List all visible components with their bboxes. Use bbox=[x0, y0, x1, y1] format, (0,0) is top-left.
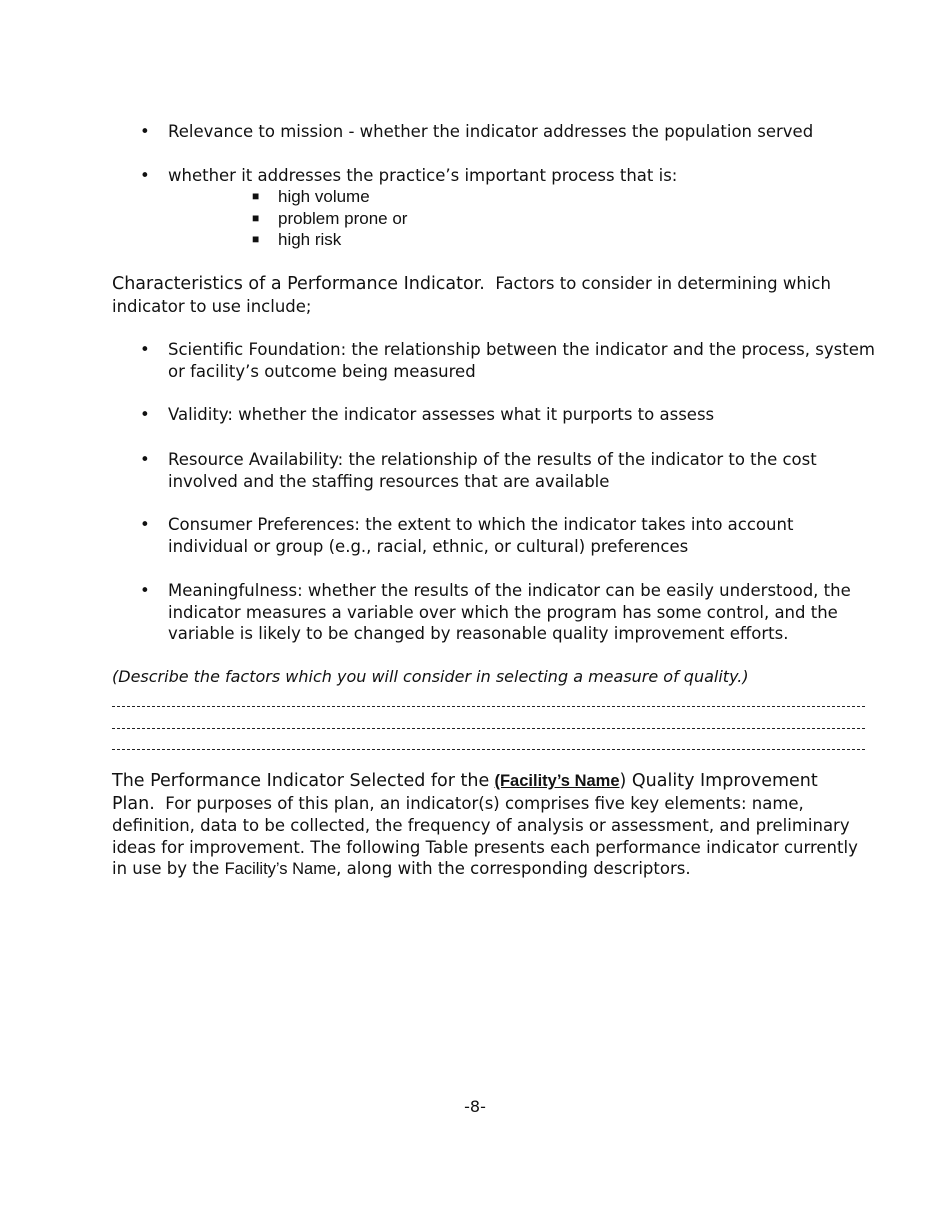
answer-line[interactable] bbox=[112, 706, 865, 707]
bullet-marker: • bbox=[140, 122, 150, 141]
bullet-text: Scientific Foundation: the relationship between the indicator and the process, system or facility’s outcome being measured bbox=[168, 340, 875, 381]
characteristics-heading: Characteristics of a Performance Indicator. bbox=[112, 274, 485, 294]
facility-name-placeholder: (Facility’s Name bbox=[494, 772, 620, 790]
selected-heading-post: ) Quality Improvement Plan. bbox=[112, 771, 818, 814]
facility-name-inline: Facility’s Name bbox=[224, 860, 337, 878]
answer-line[interactable] bbox=[112, 728, 865, 729]
selected-body-end: , along with the corresponding descriptors. bbox=[336, 859, 691, 878]
bullet-marker: • bbox=[140, 581, 150, 600]
bullet-text: Validity: whether the indicator assesses what it purports to assess bbox=[168, 405, 715, 424]
bullet-marker: • bbox=[140, 450, 150, 469]
selected-heading-pre: The Performance Indicator Selected for the bbox=[112, 771, 490, 791]
sub-list-item: ■ high volume bbox=[252, 187, 370, 206]
bullet-text: Consumer Preferences: the extent to which the indicator takes into account individual or group (e.g., racial, ethnic, or cultural) preferences bbox=[168, 515, 794, 556]
square-bullet-icon: ■ bbox=[252, 211, 260, 225]
page-number: -8- bbox=[464, 1097, 486, 1116]
describe-prompt: (Describe the factors which you will consider in selecting a measure of quality.) bbox=[112, 667, 749, 686]
answer-line[interactable] bbox=[112, 749, 865, 750]
bullet-text: Meaningfulness: whether the results of the indicator can be easily understood, the indicator measures a variable over which the program has some control, and the variable is likely to be changed by reasonable quality improvement efforts. bbox=[168, 581, 851, 643]
square-bullet-icon: ■ bbox=[252, 189, 260, 203]
square-bullet-icon: ■ bbox=[252, 232, 260, 246]
bullet-text: whether it addresses the practice’s important process that is: bbox=[168, 166, 678, 185]
bullet-text: Relevance to mission - whether the indicator addresses the population served bbox=[168, 122, 814, 141]
sub-list-item: ■ problem prone or bbox=[252, 209, 408, 228]
bullet-marker: • bbox=[140, 405, 150, 424]
bullet-marker: • bbox=[140, 166, 150, 185]
bullet-text: Resource Availability: the relationship of the results of the indicator to the cost involved and the staffing resources that are available bbox=[168, 450, 817, 491]
selected-body: For purposes of this plan, an indicator(s) comprises five key elements: name, definition, data to be collected, the frequency of analysis or assessment, and preliminary ideas for improvement. The following Table presents each performance indicator currently in use by the bbox=[112, 793, 858, 878]
selected-indicator-paragraph bbox=[112, 770, 877, 881]
characteristics-intro: Factors to consider in determining which indicator to use include; bbox=[112, 274, 831, 316]
characteristics-paragraph bbox=[112, 273, 877, 317]
sub-list-item: ■ high risk bbox=[252, 230, 342, 249]
bullet-marker: • bbox=[140, 340, 150, 359]
bullet-marker: • bbox=[140, 515, 150, 534]
